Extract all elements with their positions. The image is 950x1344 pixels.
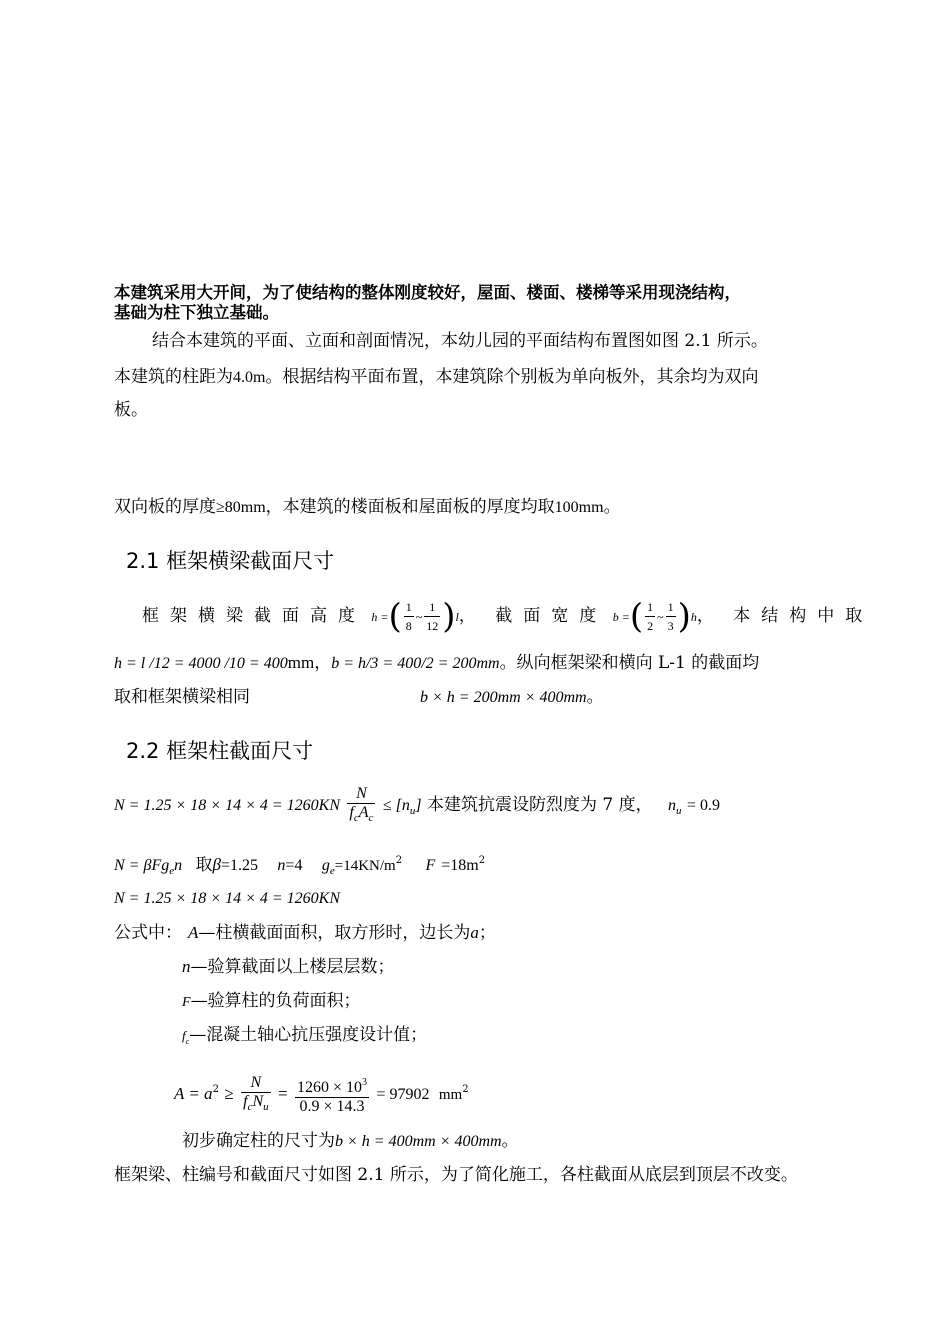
section-2-2-heading: 2.2 框架柱截面尺寸 [126, 739, 314, 763]
subscript: e [169, 865, 175, 877]
para2-text: ，本建筑的楼面板和屋面板的厚度均取 [265, 497, 555, 517]
paren-open: ( [388, 596, 402, 637]
axial-force-eq: N = 1.25 × 18 × 14 × 4 = 1260KN [114, 797, 340, 814]
comma: ， [696, 606, 714, 626]
legend-line-3 [182, 990, 361, 1014]
superscript: 2 [212, 1084, 219, 1095]
num-value: 1260 × 10 [297, 1078, 363, 1096]
legend-text: —验算柱的负荷面积； [190, 991, 361, 1011]
beam-depth-label: 框架横梁截面高度 [142, 606, 366, 626]
ac-symbol: A [358, 803, 369, 821]
n-symbol: n [277, 857, 286, 874]
frac-den: 0.9 × 14.3 [299, 1097, 365, 1115]
fraction-1-8 [404, 598, 414, 635]
bracket-close: ] [415, 797, 422, 814]
axial-force-line [114, 782, 720, 828]
unit-mm: mm [438, 1087, 463, 1103]
para1-text: 。根据结构平面布置，本建筑除个别板为单向板外，其余均为双向 [265, 367, 759, 387]
subscript: c [353, 811, 359, 824]
legend-text: —混凝土轴心抗压强度设计值； [189, 1025, 428, 1045]
tilde: ~ [657, 610, 664, 624]
prelim-size-line [182, 1130, 519, 1153]
b-equals: b = [612, 610, 630, 624]
g-symbol: g [321, 857, 330, 874]
superscript: 2 [395, 855, 403, 866]
load-formula: N = βFg [114, 857, 170, 874]
beta-symbol: β [212, 855, 221, 874]
frac-num: 1 [666, 598, 676, 617]
axial-force-result: N = 1.25 × 18 × 14 × 4 = 1260KN [114, 890, 340, 907]
l-variable: l [455, 610, 459, 624]
b-calc: b = h/3 = 400/2 = 200mm [331, 655, 500, 672]
fc-symbol: f [182, 1028, 186, 1043]
a-area-symbol: A [188, 923, 199, 942]
para2-text: 。 [603, 497, 621, 517]
superscript: 3 [362, 1076, 368, 1088]
intro-line-2: 基础为柱下独立基础。 [114, 303, 279, 322]
period: 。 [586, 687, 604, 707]
beam-same-text: 取和框架横梁相同 [114, 687, 250, 707]
fc-symbol: f [349, 803, 354, 821]
frac-num: 1 [404, 598, 414, 617]
subscript: c [247, 1100, 253, 1113]
subscript: c [185, 1037, 190, 1046]
superscript: 2 [478, 855, 486, 866]
legend-text: —验算截面以上楼层层数； [190, 957, 395, 977]
ge-symbol: ≥ [224, 1084, 234, 1103]
para1-line-3: 板。 [114, 400, 148, 420]
frac-den: 12 [426, 619, 439, 633]
beam-size: b × h = 200mm × 400mm [420, 689, 587, 706]
beam-same-line [114, 686, 604, 709]
beam-calc-line [114, 652, 759, 675]
n-symbol: n [174, 857, 183, 874]
superscript: 2 [462, 1084, 469, 1095]
paren-close: ) [677, 596, 691, 637]
g-value: =14KN/m [334, 858, 396, 874]
legend-intro: 公式中： [114, 923, 182, 943]
area-eq: A = a [174, 1084, 213, 1103]
legend-text: —柱横截面面积，取方形时，边长为 [198, 923, 471, 943]
seismic-text: 本建筑抗震设防烈度为 7 度， [426, 795, 653, 815]
n-over-fcnu [241, 1074, 271, 1116]
unit-mm: mm [287, 653, 315, 672]
f-value: =18m [441, 857, 479, 874]
beta-value: =1.25 [220, 857, 259, 874]
section-2-1-heading: 2.1 框架横梁截面尺寸 [126, 549, 335, 573]
n-symbol: N [252, 1092, 264, 1110]
area-result: = 97902 [376, 1086, 430, 1103]
min-thickness-value: ≥80mm [216, 499, 266, 516]
frac-den: 2 [647, 619, 654, 633]
a-side-symbol: a [470, 923, 479, 942]
frac-num [295, 1074, 369, 1098]
h-variable: h [690, 610, 697, 624]
para2-line [114, 496, 621, 519]
fraction-1-3 [666, 598, 676, 635]
numeric-fraction [295, 1074, 369, 1116]
subscript: e [329, 865, 335, 877]
comma: ， [314, 653, 332, 673]
le-nu: ≤ [n [382, 797, 410, 814]
thickness-value: 100mm [554, 499, 604, 516]
subscript: u [676, 805, 682, 817]
paren-close: ) [442, 596, 456, 637]
para1-line-1: 结合本建筑的平面、立面和剖面情况，本幼儿园的平面结构布置图如图 2.1 所示。 [152, 331, 768, 351]
legend-line-2 [182, 956, 395, 978]
frac-num: N [347, 785, 375, 804]
axial-ratio-fraction [347, 785, 375, 827]
frac-den [241, 1093, 271, 1116]
frac-num: N [241, 1074, 271, 1093]
semicolon: ； [478, 923, 496, 943]
beam-calc-text: 。纵向框架梁和横向 L-1 的截面均 [499, 653, 760, 673]
f-symbol: F [425, 857, 436, 874]
comma: ， [458, 606, 476, 626]
equals: = [278, 1084, 288, 1103]
frac-num: 1 [424, 598, 440, 617]
h-equals: h = [371, 610, 389, 624]
tilde: ~ [415, 610, 423, 624]
prelim-text: 初步确定柱的尺寸为 [182, 1131, 335, 1151]
paren-open: ( [629, 596, 644, 637]
legend-line-4 [182, 1024, 427, 1053]
subscript: u [263, 1100, 269, 1113]
area-formula-line [174, 1064, 469, 1116]
h-calc: h = l /12 = 4000 /10 = 400 [114, 655, 288, 672]
subscript: u [409, 805, 416, 817]
final-line: 框架梁、柱编号和截面尺寸如图 2.1 所示，为了简化施工，各柱截面从底层到顶层不改变。 [114, 1165, 798, 1185]
column-spacing-value: 4.0m [233, 369, 266, 386]
frac-den: 3 [667, 619, 674, 633]
beam-width-label: 截面宽度 [495, 606, 608, 626]
nu-value: = 0.9 [686, 797, 720, 814]
frac-num: 1 [645, 598, 655, 617]
beam-depth-line [142, 594, 873, 638]
fraction-1-12 [424, 598, 440, 635]
frac-den: 8 [405, 619, 412, 633]
subscript: c [368, 811, 374, 824]
n-symbol: n [182, 957, 191, 976]
fraction-1-2 [645, 598, 655, 635]
take-text: 取 [195, 855, 213, 875]
intro-line-1: 本建筑采用大开间，为了使结构的整体刚度较好，屋面、楼面、楼梯等采用现浇结构， [114, 283, 741, 302]
adopt-label: 本结构中取 [733, 606, 874, 626]
para1-line-2 [114, 366, 758, 389]
legend-line-1 [114, 922, 496, 944]
column-size: b × h = 400mm × 400mm [335, 1133, 502, 1150]
load-formula-line [114, 850, 485, 882]
para1-text: 本建筑的柱距为 [114, 367, 233, 387]
period: 。 [501, 1131, 519, 1151]
frac-den [347, 804, 375, 827]
n-value: =4 [285, 857, 303, 874]
nu-symbol: n [668, 797, 677, 814]
f-symbol: F [182, 995, 191, 1010]
fc-symbol: f [243, 1092, 248, 1110]
para2-text: 双向板的厚度 [114, 497, 216, 517]
